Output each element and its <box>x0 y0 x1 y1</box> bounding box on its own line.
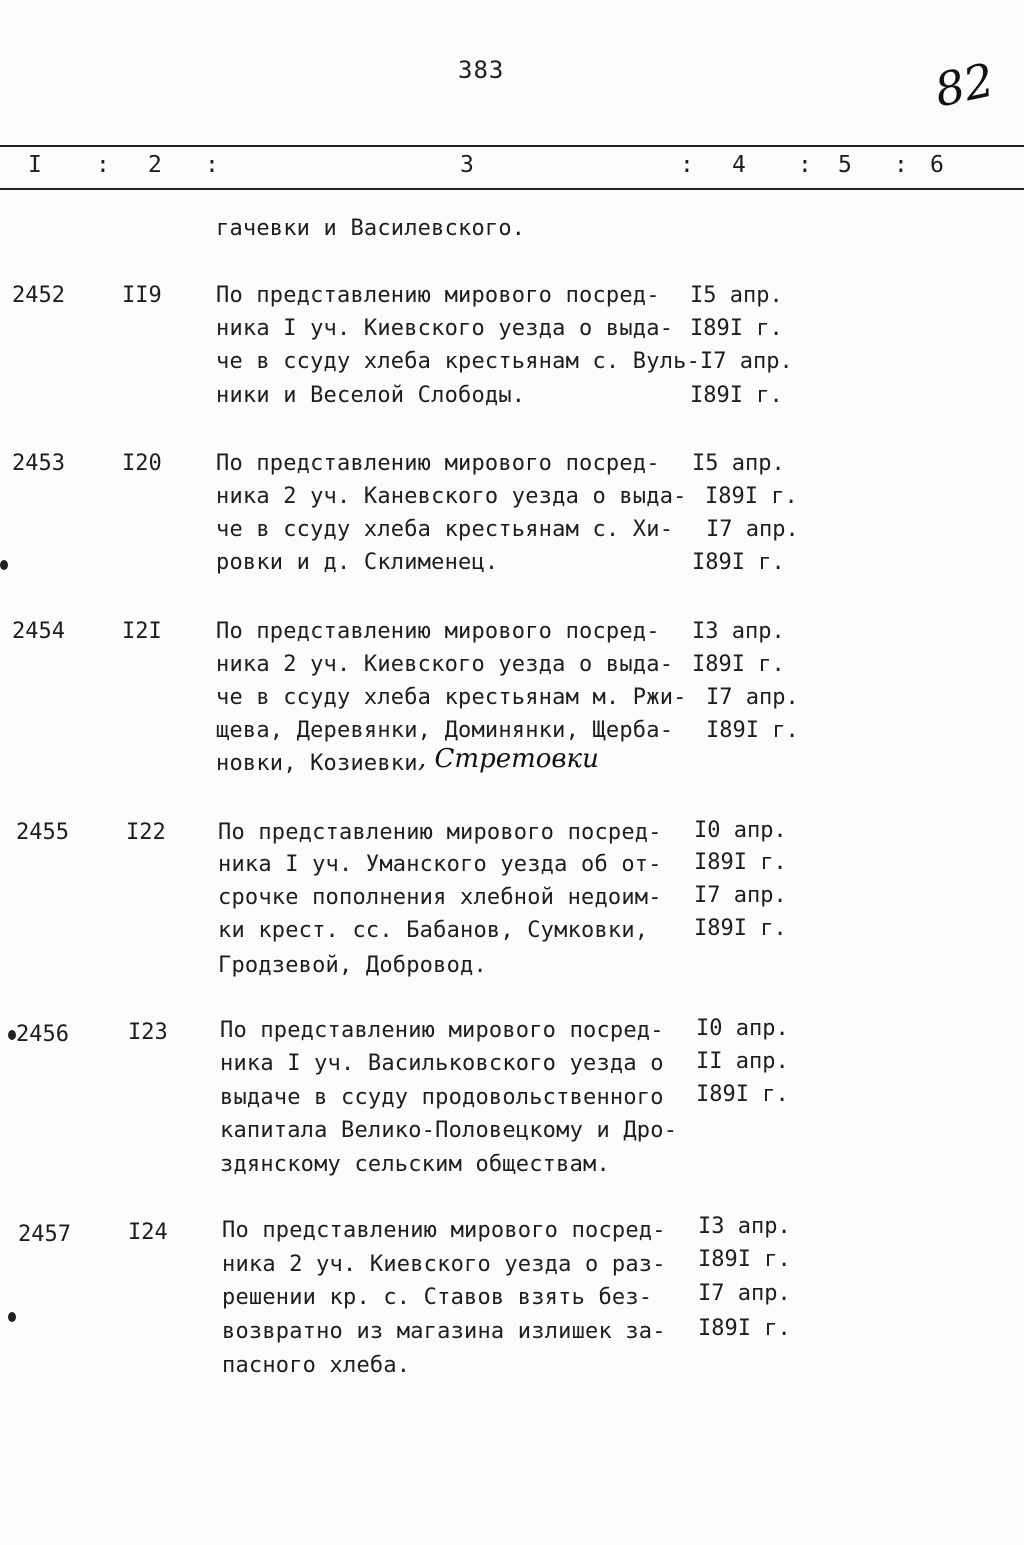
entry-date: I3 апр. <box>698 1214 791 1239</box>
entry-date: I89I г. <box>698 1316 791 1341</box>
entry-text-line: пасного хлеба. <box>222 1353 411 1378</box>
entry-text-line: ника I уч. Киевского уезда о выда- <box>216 316 674 341</box>
entry-ref: I23 <box>128 1020 168 1045</box>
entry-text-line: По представлению мирового посред- <box>218 820 662 845</box>
column-header-6: 6 <box>930 152 944 178</box>
entry-text-line: возвратно из магазина излишек за- <box>222 1319 666 1344</box>
ink-speck <box>8 1030 16 1040</box>
entry-date: I0 апр. <box>694 818 787 843</box>
entry-text-line: По представлению мирового посред- <box>216 619 660 644</box>
column-separator: : <box>680 152 694 178</box>
header-rule-bottom <box>0 188 1024 190</box>
entry-text-line: ника 2 уч. Киевского уезда о раз- <box>222 1252 666 1277</box>
entry-number: 2454 <box>12 619 65 644</box>
entry-date: I7 апр. <box>694 883 787 908</box>
entry-ref: I24 <box>128 1220 168 1245</box>
entry-date: II апр. <box>696 1049 789 1074</box>
entry-number: 2455 <box>16 820 69 845</box>
entry-date: I5 апр. <box>692 451 785 476</box>
column-header-2: 2 <box>148 152 162 178</box>
column-header-4: 4 <box>732 152 746 178</box>
entry-text-line: капитала Велико-Половецкому и Дро- <box>220 1118 678 1143</box>
entry-date: I7 апр. <box>706 517 799 542</box>
column-header-5: 5 <box>838 152 852 178</box>
header-rule-top <box>0 145 1024 147</box>
entry-text-line: новки, Козиевки <box>216 751 418 776</box>
entry-date: I7 апр. <box>706 685 799 710</box>
entry-date: I89I г. <box>696 1082 789 1107</box>
column-separator: : <box>205 152 219 178</box>
entry-text-line: ники и Веселой Слободы. <box>216 383 526 408</box>
entry-ref: II9 <box>122 283 162 308</box>
continuation-line: гачевки и Василевского. <box>216 216 526 241</box>
entry-ref: I2I <box>122 619 162 644</box>
entry-text-line: ки крест. сс. Бабанов, Сумковки, <box>218 918 649 943</box>
entry-date: I7 апр. <box>700 349 793 374</box>
entry-text-line: По представлению мирового посред- <box>222 1218 666 1243</box>
entry-ref: I20 <box>122 451 162 476</box>
entry-text-line: ника I уч. Уманского уезда об от- <box>218 852 662 877</box>
entry-text-line: срочке пополнения хлебной недоим- <box>218 885 662 910</box>
page-number: 383 <box>458 56 505 84</box>
entry-text-line: щева, Деревянки, Доминянки, Щерба- <box>216 718 674 743</box>
entry-text-line: По представлению мирового посред- <box>220 1018 664 1043</box>
entry-text-line: По представлению мирового посред- <box>216 283 660 308</box>
ink-speck <box>8 1312 16 1322</box>
entry-text-line: По представлению мирового посред- <box>216 451 660 476</box>
entry-date: I89I г. <box>694 916 787 941</box>
entry-date: I89I г. <box>692 652 785 677</box>
column-separator: : <box>96 152 110 178</box>
entry-date: I5 апр. <box>690 283 783 308</box>
entry-text-line: че в ссуду хлеба крестьянам с. Хи- <box>216 517 674 542</box>
entry-text-line: Гродзевой, Добровод. <box>218 953 487 978</box>
handwritten-folio-number: 82 <box>930 52 999 118</box>
entry-number: 2457 <box>18 1222 71 1247</box>
entry-text-line: ника 2 уч. Каневского уезда о выда- <box>216 484 687 509</box>
entry-date: I3 апр. <box>692 619 785 644</box>
entry-date: I89I г. <box>690 316 783 341</box>
entry-date: I89I г. <box>694 850 787 875</box>
entry-date: I89I г. <box>706 718 799 743</box>
column-separator: : <box>894 152 908 178</box>
entry-text-line: че в ссуду хлеба крестьянам м. Ржи- <box>216 685 687 710</box>
handwritten-insertion: , Стретовки <box>418 744 599 774</box>
entry-date: I7 апр. <box>698 1281 791 1306</box>
column-header-1: I <box>28 152 42 178</box>
entry-text-line: ровки и д. Склименец. <box>216 550 499 575</box>
entry-text-line: решении кр. с. Ставов взять без- <box>222 1285 653 1310</box>
entry-date: I89I г. <box>690 383 783 408</box>
entry-text-line: выдаче в ссуду продовольственного <box>220 1085 664 1110</box>
entry-date: I89I г. <box>705 484 798 509</box>
entry-date: I89I г. <box>698 1247 791 1272</box>
entry-number: 2456 <box>16 1022 69 1047</box>
entry-text-line: ника 2 уч. Киевского уезда о выда- <box>216 652 674 677</box>
ink-speck <box>0 560 8 570</box>
entry-date: I0 апр. <box>696 1016 789 1041</box>
column-header-3: 3 <box>460 152 474 178</box>
entry-text-line: че в ссуду хлеба крестьянам с. Вуль- <box>216 349 701 374</box>
entry-text-line: здянскому сельским обществам. <box>220 1152 610 1177</box>
entry-text-line: ника I уч. Васильковского уезда о <box>220 1051 664 1076</box>
entry-number: 2452 <box>12 283 65 308</box>
column-separator: : <box>798 152 812 178</box>
entry-number: 2453 <box>12 451 65 476</box>
entry-ref: I22 <box>126 820 166 845</box>
entry-date: I89I г. <box>692 550 785 575</box>
